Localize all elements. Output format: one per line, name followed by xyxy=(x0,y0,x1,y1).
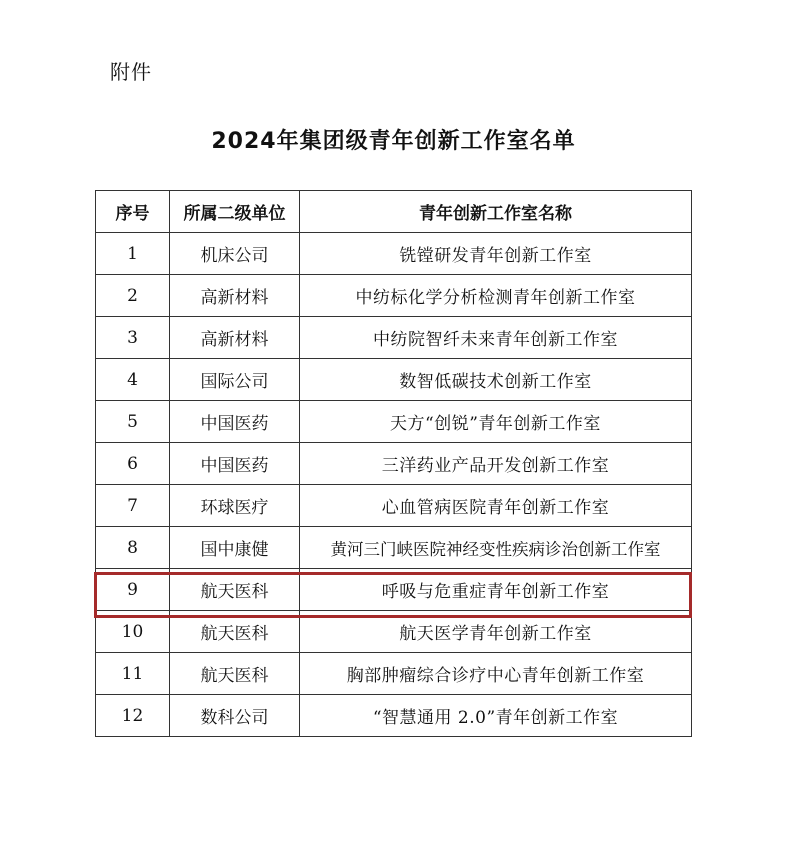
table-row xyxy=(96,653,692,695)
row-unit: 中国医药 xyxy=(170,401,300,443)
table-row-highlighted xyxy=(96,569,692,611)
table-row xyxy=(96,233,692,275)
row-number: 8 xyxy=(96,527,170,569)
page-title: 2024年集团级青年创新工作室名单 xyxy=(211,129,576,154)
row-number: 10 xyxy=(96,611,170,653)
row-number: 6 xyxy=(96,443,170,485)
row-unit: 航天医科 xyxy=(170,611,300,653)
row-number: 1 xyxy=(96,233,170,275)
row-studio-name: 天方“创锐”青年创新工作室 xyxy=(300,401,692,443)
row-number: 12 xyxy=(96,695,170,737)
row-unit: 航天医科 xyxy=(170,653,300,695)
studio-roster-table xyxy=(95,190,692,737)
row-unit: 国际公司 xyxy=(170,359,300,401)
row-studio-name: 黄河三门峡医院神经变性疾病诊治创新工作室 xyxy=(300,527,692,569)
row-number: 5 xyxy=(96,401,170,443)
table-row xyxy=(96,611,692,653)
row-number: 4 xyxy=(96,359,170,401)
attachment-label: 附件 xyxy=(110,60,152,84)
row-unit: 航天医科 xyxy=(170,569,300,611)
row-studio-name: 中纺院智纤未来青年创新工作室 xyxy=(300,317,692,359)
table-row xyxy=(96,527,692,569)
column-header-studio-name: 青年创新工作室名称 xyxy=(300,191,692,233)
table-row xyxy=(96,695,692,737)
row-studio-name: 铣镗研发青年创新工作室 xyxy=(300,233,692,275)
column-header-unit: 所属二级单位 xyxy=(170,191,300,233)
row-studio-name: 呼吸与危重症青年创新工作室 xyxy=(300,569,692,611)
column-header-number: 序号 xyxy=(96,191,170,233)
row-unit: 高新材料 xyxy=(170,317,300,359)
row-number: 7 xyxy=(96,485,170,527)
table-row xyxy=(96,275,692,317)
row-studio-name: 胸部肿瘤综合诊疗中心青年创新工作室 xyxy=(300,653,692,695)
row-unit: 环球医疗 xyxy=(170,485,300,527)
row-studio-name: 中纺标化学分析检测青年创新工作室 xyxy=(300,275,692,317)
row-number: 11 xyxy=(96,653,170,695)
table-row xyxy=(96,317,692,359)
row-unit: 国中康健 xyxy=(170,527,300,569)
table-row xyxy=(96,485,692,527)
row-number: 2 xyxy=(96,275,170,317)
row-studio-name: 数智低碳技术创新工作室 xyxy=(300,359,692,401)
row-studio-name: 航天医学青年创新工作室 xyxy=(300,611,692,653)
table-header-row xyxy=(96,191,692,233)
row-unit: 数科公司 xyxy=(170,695,300,737)
row-studio-name: 心血管病医院青年创新工作室 xyxy=(300,485,692,527)
row-number: 9 xyxy=(96,569,170,611)
row-studio-name: 三洋药业产品开发创新工作室 xyxy=(300,443,692,485)
row-studio-name: “智慧通用 2.0”青年创新工作室 xyxy=(300,695,692,737)
row-unit: 高新材料 xyxy=(170,275,300,317)
table-row xyxy=(96,401,692,443)
table-row xyxy=(96,359,692,401)
row-unit: 中国医药 xyxy=(170,443,300,485)
table-row xyxy=(96,443,692,485)
row-number: 3 xyxy=(96,317,170,359)
row-unit: 机床公司 xyxy=(170,233,300,275)
